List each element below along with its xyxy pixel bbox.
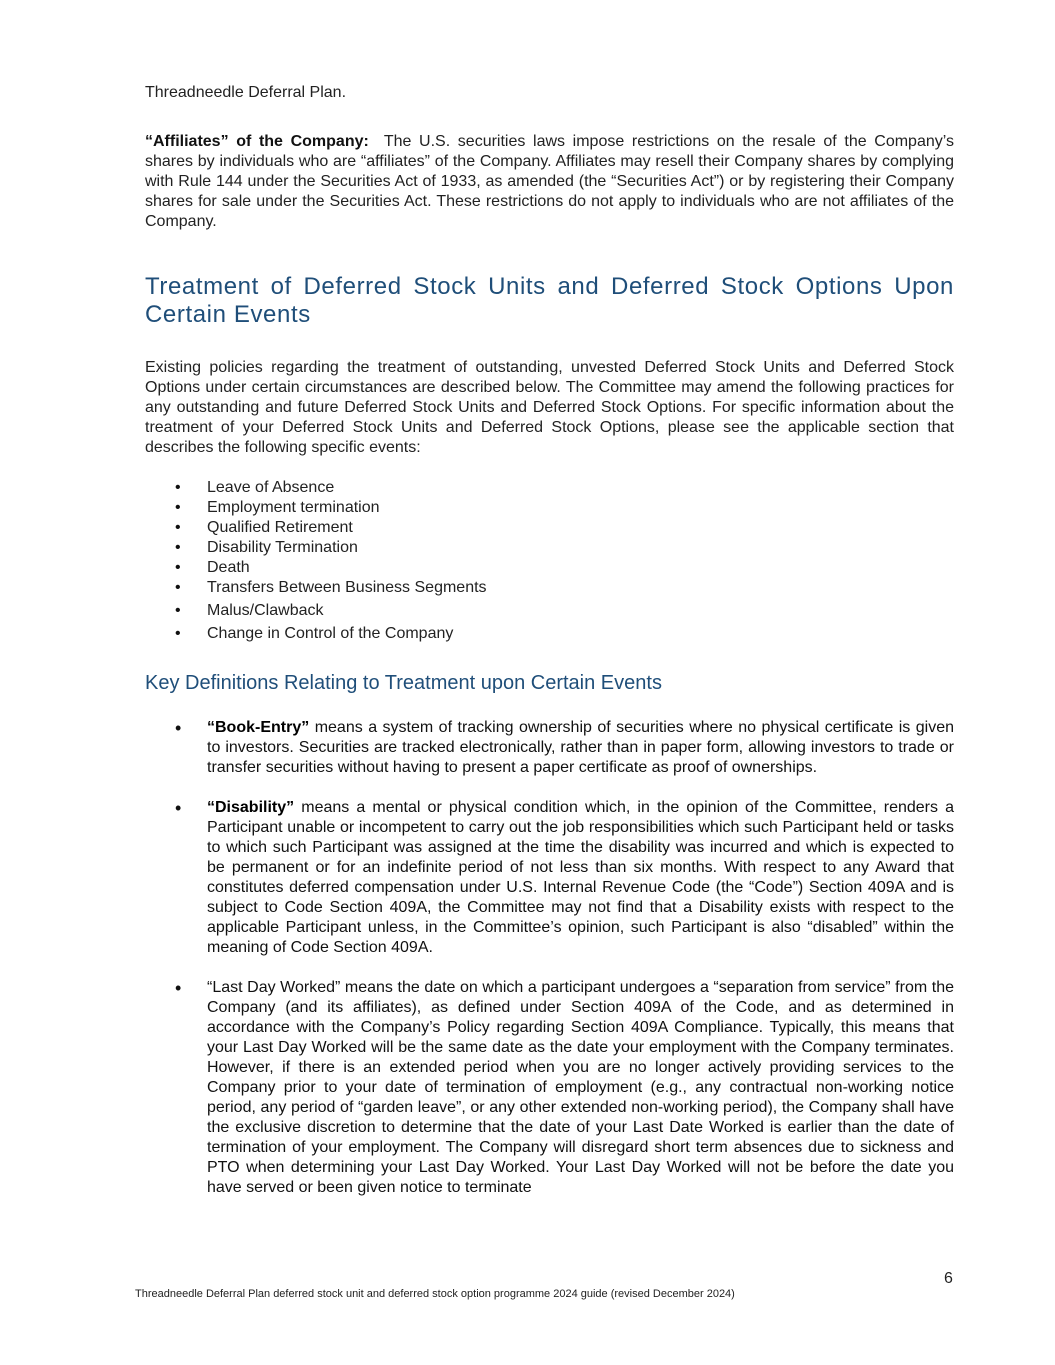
list-item: • Transfers Between Business Segments [145,578,954,601]
page-footer: Threadneedle Deferral Plan deferred stock unit and deferred stock option programme 2024 guide (revised December 2024) [135,1288,735,1300]
page-number: 6 [944,1270,953,1287]
list-item: • Malus/Clawback [145,601,954,624]
definition-text: “Last Day Worked” means the date on which a participant undergoes a “separation from service” from the Company (and its affiliates), as defined under Section 409A of the Code, and as determined in accordance with the Company’s Policy regarding Section 409A Compliance. Typically, this means that your Last Day Worked will be the same date as the date your employment with the Company terminates. However, if there is an extended period when you are no longer actively providing services to the Company prior to your date of termination of employment (e.g., any contractual non-working notice period, any period of “garden leave”, or any other extended non-working period), the Company shall have the exclusive discretion to determine that the date of your Last Date Worked is earlier than the date of termination of your employment. The Company will disregard short term absences due to sickness and PTO when determining your Last Day Worked. Your Last Day Worked will not be before the date you have served or been given notice to terminate [207,979,954,1196]
definition-text: means a system of tracking ownership of securities where no physical certificate is given to investors. Securities are tracked electronically, rather than in paper form, allowing investors to trade or transfer securities without having to present a paper certificate as proof of ownerships. [207,719,954,776]
events-list [145,478,954,644]
definition-disability [145,798,954,958]
affiliates-term: “Affiliates” of the Company: [145,133,369,150]
definition-term: “Book-Entry” [207,719,310,736]
affiliates-paragraph [145,132,954,232]
definitions-list [145,718,954,1198]
list-item: • Qualified Retirement [145,518,954,538]
definitions-title: Key Definitions Relating to Treatment upon Certain Events [145,672,662,694]
definition-last-day-worked [145,978,954,1198]
list-item: • Change in Control of the Company [145,624,954,644]
definition-term: “Disability” [207,799,295,816]
affiliates-text: The U.S. securities laws impose restrictions on the resale of the Company’s shares by individuals who are “affiliates” of the Company. Affiliates may resell their Company shares by complying with Rule 144 under the Securities Act of 1933, as amended (the “Securities Act”) or by registering their Company shares for sale under the Securities Act. These restrictions do not apply to individuals who are not affiliates of the Company. [145,133,955,230]
section-title: Treatment of Deferred Stock Units and Deferred Stock Options Upon Certain Events [145,273,954,328]
list-item: • Disability Termination [145,538,954,558]
list-item: • Death [145,558,954,578]
definition-text: means a mental or physical condition which, in the opinion of the Committee, renders a Participant unable or incompetent to carry out the job responsibilities which such Participant held or tasks to which such Participant was assigned at the time the disability was incurred and which is expected to be permanent or for an indefinite period of not less than six months. With respect to any Award that constitutes deferred compensation under U.S. Internal Revenue Code (the “Code”) Section 409A and is subject to Code Section 409A, the Committee may not find that a Disability exists with respect to the applicable Participant unless, in the Committee’s opinion, such Participant is also “disabled” within the meaning of Code Section 409A. [207,799,955,956]
policies-paragraph: Existing policies regarding the treatment of outstanding, unvested Deferred Stock Units and Deferred Stock Options under certain circumstances are described below. The Committee may amend the following practices for any outstanding and future Deferred Stock Units and Deferred Stock Options. For specific information about the treatment of your Deferred Stock Units and Deferred Stock Options, please see the applicable section that describes the following specific events: [145,359,954,456]
intro-line: Threadneedle Deferral Plan. [145,84,347,101]
list-item: • Employment termination [145,498,954,518]
list-item: • Leave of Absence [145,478,954,498]
definition-book-entry [145,718,954,778]
